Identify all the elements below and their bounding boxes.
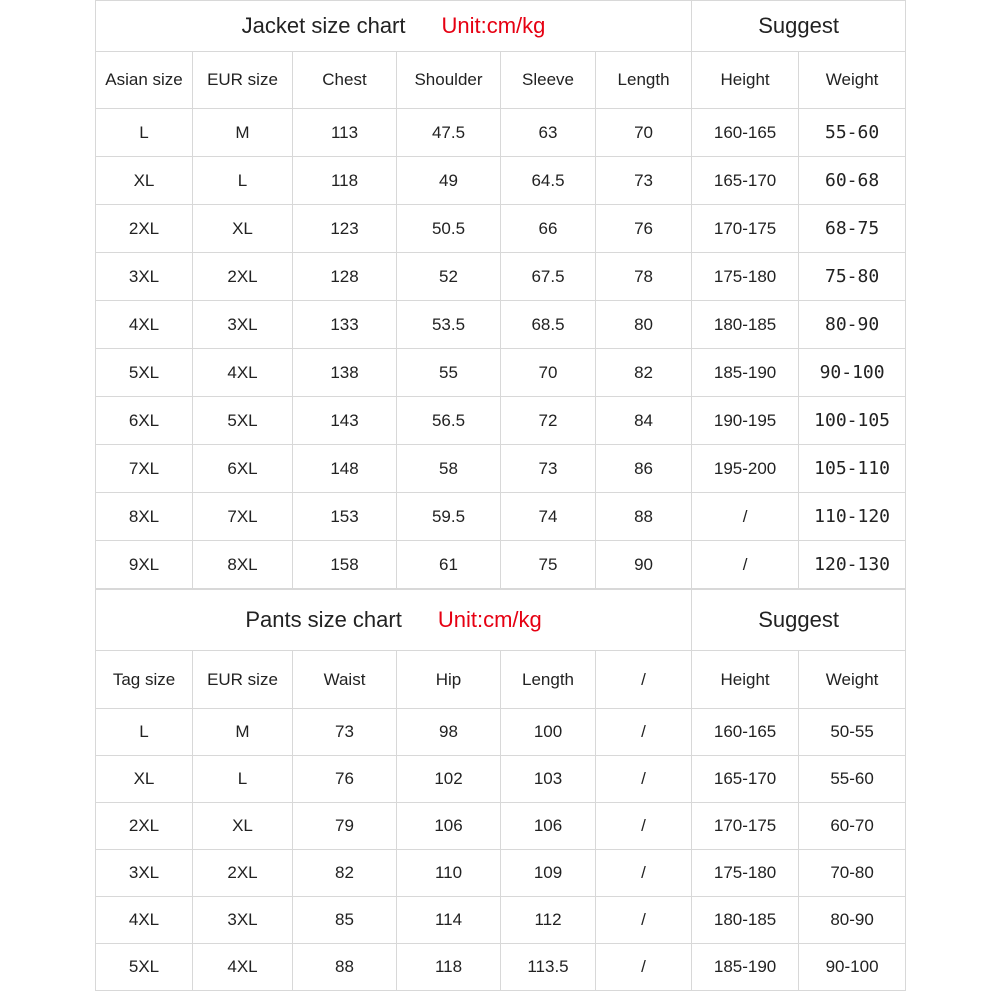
table-cell: 70 xyxy=(501,349,596,397)
table-cell: 4XL xyxy=(96,897,193,944)
table-cell: 63 xyxy=(501,109,596,157)
column-header: Hip xyxy=(397,651,501,709)
table-cell: 165-170 xyxy=(692,756,799,803)
table-cell: 110 xyxy=(397,850,501,897)
table-cell: 8XL xyxy=(193,541,293,589)
table-cell: 56.5 xyxy=(397,397,501,445)
table-row xyxy=(96,756,906,803)
table-cell: 78 xyxy=(596,253,692,301)
table-cell: 53.5 xyxy=(397,301,501,349)
table-cell: 2XL xyxy=(193,850,293,897)
jacket-suggest-heading: Suggest xyxy=(692,1,906,52)
table-row xyxy=(96,253,906,301)
table-cell: 128 xyxy=(293,253,397,301)
table-cell: 75-80 xyxy=(799,253,906,301)
table-cell: 160-165 xyxy=(692,109,799,157)
table-cell: / xyxy=(692,493,799,541)
table-cell: 102 xyxy=(397,756,501,803)
table-cell: 60-70 xyxy=(799,803,906,850)
table-cell: 98 xyxy=(397,709,501,756)
table-row xyxy=(96,349,906,397)
table-cell: 59.5 xyxy=(397,493,501,541)
table-cell: 170-175 xyxy=(692,205,799,253)
table-cell: 114 xyxy=(397,897,501,944)
table-row xyxy=(96,205,906,253)
table-cell: XL xyxy=(193,205,293,253)
table-cell: 70-80 xyxy=(799,850,906,897)
table-cell: 175-180 xyxy=(692,253,799,301)
table-cell: / xyxy=(692,541,799,589)
column-header: Weight xyxy=(799,651,906,709)
table-cell: / xyxy=(596,756,692,803)
table-cell: 170-175 xyxy=(692,803,799,850)
table-cell: 118 xyxy=(293,157,397,205)
table-cell: 49 xyxy=(397,157,501,205)
table-cell: 5XL xyxy=(193,397,293,445)
table-cell: / xyxy=(596,944,692,991)
table-cell: 55 xyxy=(397,349,501,397)
table-cell: 109 xyxy=(501,850,596,897)
table-cell: 61 xyxy=(397,541,501,589)
table-cell: L xyxy=(193,157,293,205)
column-header: Shoulder xyxy=(397,52,501,109)
table-cell: 88 xyxy=(596,493,692,541)
table-cell: 143 xyxy=(293,397,397,445)
table-cell: 5XL xyxy=(96,349,193,397)
table-cell: 58 xyxy=(397,445,501,493)
jacket-size-chart xyxy=(95,0,905,589)
column-header: Chest xyxy=(293,52,397,109)
table-cell: 90 xyxy=(596,541,692,589)
table-cell: 82 xyxy=(596,349,692,397)
table-cell: 5XL xyxy=(96,944,193,991)
table-cell: 76 xyxy=(293,756,397,803)
pants-size-chart xyxy=(95,589,905,991)
table-cell: 103 xyxy=(501,756,596,803)
table-cell: 9XL xyxy=(96,541,193,589)
table-row xyxy=(96,397,906,445)
table-cell: 175-180 xyxy=(692,850,799,897)
pants-header-row xyxy=(96,651,906,709)
jacket-table-body xyxy=(96,109,906,589)
table-cell: 180-185 xyxy=(692,301,799,349)
table-cell: 123 xyxy=(293,205,397,253)
pants-table-body xyxy=(96,709,906,991)
table-cell: 7XL xyxy=(96,445,193,493)
table-row xyxy=(96,541,906,589)
jacket-size-table xyxy=(95,0,906,589)
table-cell: 3XL xyxy=(96,253,193,301)
table-cell: L xyxy=(193,756,293,803)
table-cell: 2XL xyxy=(96,803,193,850)
table-cell: / xyxy=(596,850,692,897)
table-row xyxy=(96,493,906,541)
table-cell: 195-200 xyxy=(692,445,799,493)
table-cell: 133 xyxy=(293,301,397,349)
jacket-title-cell xyxy=(96,1,692,52)
table-cell: 138 xyxy=(293,349,397,397)
table-cell: 3XL xyxy=(193,301,293,349)
table-cell: 72 xyxy=(501,397,596,445)
table-cell: 7XL xyxy=(193,493,293,541)
table-cell: 100 xyxy=(501,709,596,756)
table-cell: 80-90 xyxy=(799,301,906,349)
table-cell: 4XL xyxy=(193,349,293,397)
table-cell: 68-75 xyxy=(799,205,906,253)
table-cell: 60-68 xyxy=(799,157,906,205)
column-header: EUR size xyxy=(193,651,293,709)
pants-title-cell xyxy=(96,590,692,651)
table-cell: 73 xyxy=(501,445,596,493)
table-cell: 86 xyxy=(596,445,692,493)
table-row xyxy=(96,157,906,205)
table-cell: 73 xyxy=(293,709,397,756)
table-cell: 66 xyxy=(501,205,596,253)
table-cell: 80 xyxy=(596,301,692,349)
table-cell: 80-90 xyxy=(799,897,906,944)
column-header: EUR size xyxy=(193,52,293,109)
jacket-header-row xyxy=(96,52,906,109)
pants-suggest-heading: Suggest xyxy=(692,590,906,651)
table-cell: 67.5 xyxy=(501,253,596,301)
table-cell: 90-100 xyxy=(799,349,906,397)
table-cell: 4XL xyxy=(96,301,193,349)
table-cell: / xyxy=(596,709,692,756)
table-cell: 2XL xyxy=(96,205,193,253)
table-cell: 3XL xyxy=(96,850,193,897)
table-cell: XL xyxy=(193,803,293,850)
table-cell: 2XL xyxy=(193,253,293,301)
table-cell: 120-130 xyxy=(799,541,906,589)
table-cell: 148 xyxy=(293,445,397,493)
column-header: Length xyxy=(501,651,596,709)
pants-size-table xyxy=(95,589,906,991)
table-cell: 113.5 xyxy=(501,944,596,991)
column-header: Asian size xyxy=(96,52,193,109)
table-cell: 8XL xyxy=(96,493,193,541)
table-cell: 6XL xyxy=(96,397,193,445)
table-row xyxy=(96,109,906,157)
table-cell: 4XL xyxy=(193,944,293,991)
column-header: Length xyxy=(596,52,692,109)
table-cell: 112 xyxy=(501,897,596,944)
table-cell: XL xyxy=(96,756,193,803)
table-cell: 100-105 xyxy=(799,397,906,445)
table-cell: 79 xyxy=(293,803,397,850)
table-cell: 110-120 xyxy=(799,493,906,541)
table-cell: 68.5 xyxy=(501,301,596,349)
table-row xyxy=(96,897,906,944)
table-cell: 158 xyxy=(293,541,397,589)
table-cell: 106 xyxy=(397,803,501,850)
table-cell: 6XL xyxy=(193,445,293,493)
table-cell: 55-60 xyxy=(799,109,906,157)
column-header: Height xyxy=(692,651,799,709)
jacket-chart-title: Jacket size chart xyxy=(241,13,406,38)
table-cell: 76 xyxy=(596,205,692,253)
table-cell: 55-60 xyxy=(799,756,906,803)
table-cell: 52 xyxy=(397,253,501,301)
table-cell: 3XL xyxy=(193,897,293,944)
table-cell: 185-190 xyxy=(692,944,799,991)
table-cell: / xyxy=(596,803,692,850)
table-cell: 50.5 xyxy=(397,205,501,253)
table-row xyxy=(96,709,906,756)
pants-title-row xyxy=(96,590,906,651)
table-cell: 75 xyxy=(501,541,596,589)
table-cell: 106 xyxy=(501,803,596,850)
jacket-unit-label: Unit:cm/kg xyxy=(441,13,546,38)
column-header: Weight xyxy=(799,52,906,109)
table-cell: 118 xyxy=(397,944,501,991)
table-row xyxy=(96,445,906,493)
table-cell: 70 xyxy=(596,109,692,157)
jacket-title-row xyxy=(96,1,906,52)
table-cell: 190-195 xyxy=(692,397,799,445)
table-cell: 90-100 xyxy=(799,944,906,991)
table-cell: 82 xyxy=(293,850,397,897)
table-cell: M xyxy=(193,709,293,756)
table-row xyxy=(96,944,906,991)
table-cell: 160-165 xyxy=(692,709,799,756)
table-cell: 74 xyxy=(501,493,596,541)
table-cell: 185-190 xyxy=(692,349,799,397)
table-cell: 88 xyxy=(293,944,397,991)
column-header: Waist xyxy=(293,651,397,709)
table-cell: 47.5 xyxy=(397,109,501,157)
table-row xyxy=(96,803,906,850)
table-cell: 84 xyxy=(596,397,692,445)
table-cell: / xyxy=(596,897,692,944)
column-header: Tag size xyxy=(96,651,193,709)
table-cell: 64.5 xyxy=(501,157,596,205)
pants-unit-label: Unit:cm/kg xyxy=(437,607,542,632)
column-header: Sleeve xyxy=(501,52,596,109)
table-cell: 165-170 xyxy=(692,157,799,205)
column-header: / xyxy=(596,651,692,709)
table-cell: 85 xyxy=(293,897,397,944)
table-cell: 153 xyxy=(293,493,397,541)
table-cell: 50-55 xyxy=(799,709,906,756)
table-row xyxy=(96,301,906,349)
table-cell: 105-110 xyxy=(799,445,906,493)
table-cell: 73 xyxy=(596,157,692,205)
table-cell: 180-185 xyxy=(692,897,799,944)
table-cell: 113 xyxy=(293,109,397,157)
table-cell: XL xyxy=(96,157,193,205)
table-cell: M xyxy=(193,109,293,157)
pants-chart-title: Pants size chart xyxy=(245,607,402,632)
table-cell: L xyxy=(96,109,193,157)
table-row xyxy=(96,850,906,897)
table-cell: L xyxy=(96,709,193,756)
column-header: Height xyxy=(692,52,799,109)
